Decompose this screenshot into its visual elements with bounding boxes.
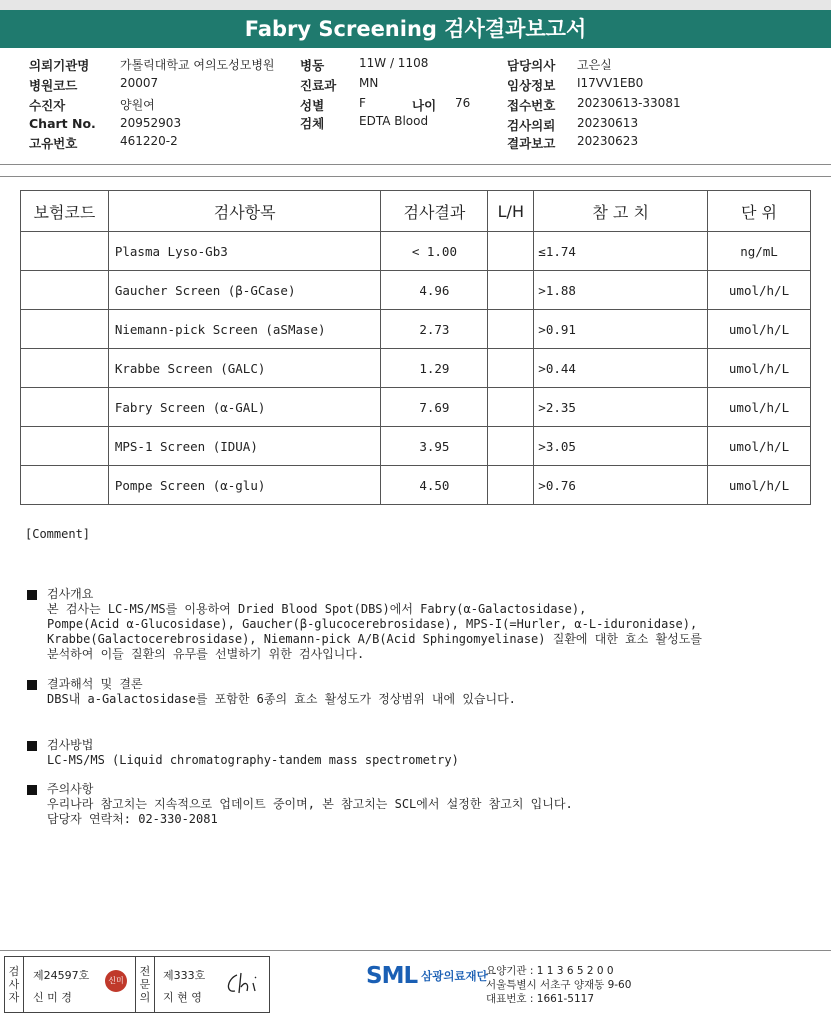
- seal-stamp: 신미경: [105, 970, 127, 992]
- cell-lh: [488, 232, 534, 271]
- section-body: DBS내 a-Galactosidase를 포함한 6종의 효소 활성도가 정상범위 내에 있습니다.: [47, 692, 516, 706]
- cell-ref: >3.05: [534, 427, 708, 466]
- report-title: Fabry Screening 검사결과보고서: [0, 10, 831, 48]
- cell-lh: [488, 466, 534, 505]
- chart-value: 20952903: [120, 116, 182, 130]
- table-header-row: [21, 191, 811, 232]
- patient-info: [0, 52, 831, 152]
- section-body: 우리나라 참고치는 지속적으로 업데이트 중이며, 본 참고치는 SCL에서 설정한 참고치 입니다. 담당자 연락처: 02-330-2081: [47, 797, 573, 826]
- logo-name: 삼광의료재단: [421, 969, 488, 983]
- code-value: 20007: [120, 76, 159, 90]
- top-bar: [0, 0, 831, 10]
- section-title: 결과해석 및 결론: [47, 677, 143, 691]
- cell-unit: ng/mL: [708, 232, 811, 271]
- chart-label: Chart No.: [29, 116, 96, 131]
- bullet-square-icon: [27, 785, 37, 795]
- cell-lh: [488, 427, 534, 466]
- patient-value: 양원여: [120, 98, 155, 112]
- phone: 대표번호 : 1661-5117: [486, 993, 595, 1005]
- doctor-value: 고은실: [577, 58, 612, 72]
- hospital-label: 의뢰기관명: [29, 58, 90, 73]
- footer-divider: [0, 950, 831, 951]
- cell-unit: umol/h/L: [708, 388, 811, 427]
- cell-item: Fabry Screen (α-GAL): [108, 388, 381, 427]
- sml-logo: [366, 963, 488, 989]
- cell-ref: >0.44: [534, 349, 708, 388]
- divider: [0, 164, 831, 165]
- patient-label: 수진자: [29, 98, 66, 113]
- section-caution: [27, 782, 573, 827]
- cell-item: Pompe Screen (α-glu): [108, 466, 381, 505]
- cell-unit: umol/h/L: [708, 271, 811, 310]
- tester-number: 제24597호: [33, 969, 90, 982]
- request-label: 검사의뢰: [507, 118, 556, 133]
- table-row: [21, 466, 811, 505]
- approver-name: 지 현 영: [163, 991, 202, 1004]
- cell-ref: >1.88: [534, 271, 708, 310]
- cell-ref: ≤1.74: [534, 232, 708, 271]
- col-header-item: 검사항목: [108, 191, 381, 232]
- receipt-label: 접수번호: [507, 98, 556, 113]
- cell-item: Niemann-pick Screen (aSMase): [108, 310, 381, 349]
- report-date-value: 20230623: [577, 134, 639, 148]
- specimen-value: EDTA Blood: [359, 114, 429, 128]
- bullet-square-icon: [27, 741, 37, 751]
- cell-result: 1.29: [381, 349, 488, 388]
- table-row: [21, 232, 811, 271]
- sex-value: F: [359, 96, 366, 110]
- cell-unit: umol/h/L: [708, 466, 811, 505]
- cell-lh: [488, 310, 534, 349]
- cell-item: Krabbe Screen (GALC): [108, 349, 381, 388]
- signature-box: [4, 956, 270, 1013]
- cell-item: Plasma Lyso-Gb3: [108, 232, 381, 271]
- section-overview: [27, 587, 702, 662]
- receipt-value: 20230613-33081: [577, 96, 681, 110]
- contact-info: [486, 964, 631, 1006]
- table-row: [21, 388, 811, 427]
- cell-code: [21, 427, 109, 466]
- cell-code: [21, 310, 109, 349]
- tester-name: 신 미 경: [33, 991, 72, 1004]
- cell-item: MPS-1 Screen (IDUA): [108, 427, 381, 466]
- cell-result: 4.96: [381, 271, 488, 310]
- cell-lh: [488, 271, 534, 310]
- cell-code: [21, 271, 109, 310]
- comment-label: [Comment]: [25, 527, 91, 541]
- bullet-square-icon: [27, 680, 37, 690]
- report-date-label: 결과보고: [507, 136, 556, 151]
- specimen-label: 검체: [300, 116, 325, 131]
- col-header-lh: L/H: [488, 191, 534, 232]
- section-body: LC-MS/MS (Liquid chromatography-tandem mass spectrometry): [47, 753, 459, 767]
- approver-label: 전문의: [139, 965, 151, 1004]
- table-row: [21, 271, 811, 310]
- unique-label: 고유번호: [29, 136, 78, 151]
- cell-unit: umol/h/L: [708, 427, 811, 466]
- cell-code: [21, 388, 109, 427]
- col-header-unit: 단 위: [708, 191, 811, 232]
- sex-label: 성별: [300, 98, 325, 113]
- request-value: 20230613: [577, 116, 639, 130]
- table-row: [21, 427, 811, 466]
- address: 서울특별시 서초구 양재동 9-60: [486, 979, 632, 991]
- section-title: 검사방법: [47, 738, 94, 752]
- cell-code: [21, 349, 109, 388]
- cell-ref: >2.35: [534, 388, 708, 427]
- hospital-value: 가톨릭대학교 여의도성모병원: [120, 58, 275, 72]
- cell-result: < 1.00: [381, 232, 488, 271]
- cell-code: [21, 232, 109, 271]
- cell-lh: [488, 388, 534, 427]
- tester-label: 검사자: [8, 965, 20, 1004]
- table-row: [21, 310, 811, 349]
- table-row: [21, 349, 811, 388]
- results-table: [20, 190, 811, 505]
- cell-unit: umol/h/L: [708, 349, 811, 388]
- bullet-square-icon: [27, 590, 37, 600]
- institution-code: 요양기관 : 1 1 3 6 5 2 0 0: [486, 965, 614, 977]
- cell-unit: umol/h/L: [708, 310, 811, 349]
- section-method: [27, 738, 459, 768]
- cell-ref: >0.76: [534, 466, 708, 505]
- cell-result: 3.95: [381, 427, 488, 466]
- clinical-value: I17VV1EB0: [577, 76, 644, 90]
- cell-result: 7.69: [381, 388, 488, 427]
- divider: [0, 176, 831, 177]
- cell-code: [21, 466, 109, 505]
- approver-number: 제333호: [163, 969, 206, 982]
- unique-value: 461220-2: [120, 134, 178, 148]
- section-title: 검사개요: [47, 587, 94, 601]
- cell-result: 2.73: [381, 310, 488, 349]
- dept-value: MN: [359, 76, 379, 90]
- clinical-label: 임상정보: [507, 78, 556, 93]
- dept-label: 진료과: [300, 78, 337, 93]
- signature-mark: [223, 969, 265, 999]
- code-label: 병원코드: [29, 78, 78, 93]
- cell-item: Gaucher Screen (β-GCase): [108, 271, 381, 310]
- col-header-code: 보험코드: [21, 191, 109, 232]
- section-body: 본 검사는 LC-MS/MS를 이용하여 Dried Blood Spot(DBS)에서 Fabry(α-Galactosidase), Pompe(Acid α-Glucosidase), Gaucher(β-glucocerebrosidase), MPS-I(=Hurler, α-L-iduronidase), Krabbe(Galactocerebrosidase), Niemann-pick A/B(Acid Sphingomyelinase) 질환에 대한 효소 활성도를 분석하여 이들 질환의 유무를 선별하기 위한 검사입니다.: [47, 602, 702, 661]
- ward-label: 병동: [300, 58, 325, 73]
- col-header-result: 검사결과: [381, 191, 488, 232]
- age-label: 나이: [412, 98, 437, 113]
- section-title: 주의사항: [47, 782, 94, 796]
- cell-ref: >0.91: [534, 310, 708, 349]
- age-value: 76: [455, 96, 471, 110]
- col-header-ref: 참 고 치: [534, 191, 708, 232]
- cell-result: 4.50: [381, 466, 488, 505]
- doctor-label: 담당의사: [507, 58, 556, 73]
- cell-lh: [488, 349, 534, 388]
- logo-mark: SML: [366, 963, 418, 989]
- section-interpretation: [27, 677, 516, 707]
- ward-value: 11W / 1108: [359, 56, 429, 70]
